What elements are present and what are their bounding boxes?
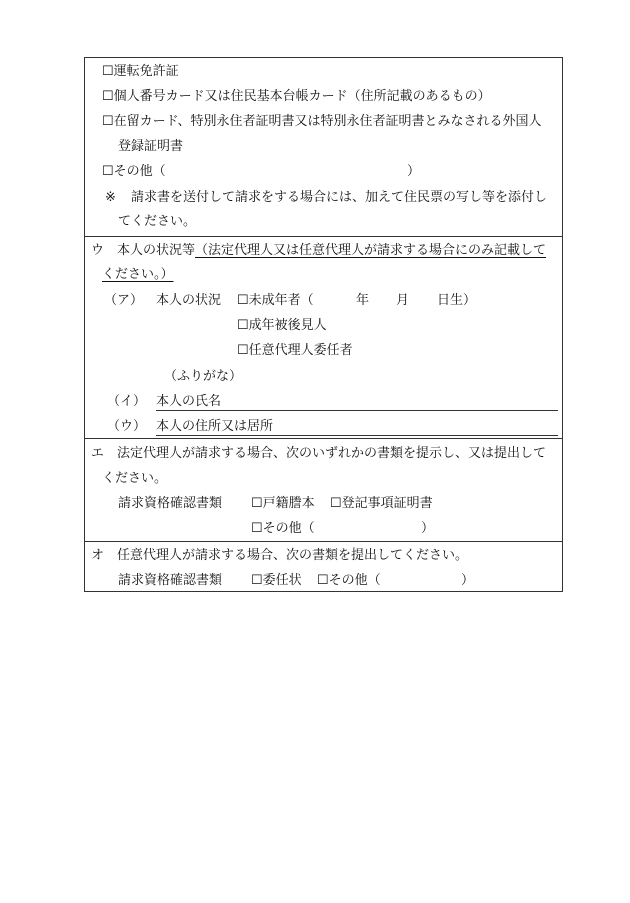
checkbox-adult-ward[interactable]: ☐成年被後見人 — [237, 318, 327, 333]
residence-card-continued: 登録証明書 — [118, 139, 184, 154]
checkbox-mynumber-card[interactable]: ☐個人番号カード又は住民基本台帳カード（住所記載のあるもの） — [102, 89, 491, 104]
birth-year-label: 年 — [356, 293, 370, 308]
section-legal-representative — [85, 438, 562, 542]
section-principal-status — [85, 236, 562, 439]
section-id-documents — [85, 58, 562, 237]
birth-month-label: 月 — [396, 293, 410, 308]
note-text-line1: 請求書を送付して請求をする場合には、加えて住民票の写し等を添付し — [131, 190, 548, 205]
section-o-text: オ 任意代理人が請求する場合、次の書類を提出してください。 — [91, 548, 469, 563]
checkbox-other-document[interactable]: ☐その他（ — [102, 164, 166, 179]
other-document-close: ） — [407, 164, 421, 179]
note-text-line2: てください。 — [118, 214, 197, 229]
item-a-label: （ア） — [104, 293, 144, 308]
checkbox-minor[interactable]: ☐未成年者（ — [237, 293, 314, 308]
section-voluntary-agent — [85, 541, 562, 592]
checkbox-e-other[interactable]: ☐その他（ — [251, 521, 315, 536]
section-o-docs-label: 請求資格確認書類 — [118, 573, 223, 588]
section-e-text-line1: エ 法定代理人が請求する場合、次のいずれかの書類を提示し、又は提出して — [91, 446, 547, 461]
section-u-title: ウ 本人の状況等 — [91, 243, 196, 258]
section-u-condition: （法定代理人又は任意代理人が請求する場合にのみ記載して — [195, 243, 547, 258]
principal-address-label: 本人の住所又は居所 — [156, 419, 274, 434]
checkbox-o-other[interactable]: ☐その他（ — [317, 573, 381, 588]
o-other-close: ） — [461, 573, 475, 588]
item-i-label: （イ） — [107, 394, 147, 409]
checkbox-family-register[interactable]: ☐戸籍謄本 — [251, 496, 315, 511]
section-u-condition-continued: ください。） — [102, 267, 174, 282]
request-form-table — [84, 57, 563, 592]
furigana-label: （ふりがな） — [164, 369, 243, 384]
item-u-label: （ウ） — [107, 419, 147, 434]
note-mark: ※ — [105, 190, 116, 205]
checkbox-power-of-attorney[interactable]: ☐委任状 — [251, 573, 302, 588]
checkbox-drivers-license[interactable]: ☐運転免許証 — [102, 64, 179, 79]
principal-address-field-line[interactable] — [156, 435, 558, 436]
checkbox-voluntary-principal[interactable]: ☐任意代理人委任者 — [237, 343, 353, 358]
section-u-heading — [91, 242, 546, 259]
checkbox-registry-certificate[interactable]: ☐登記事項証明書 — [330, 496, 433, 511]
birth-day-label: 日生） — [437, 293, 477, 308]
principal-status-label: 本人の状況 — [156, 293, 222, 308]
principal-name-label: 本人の氏名 — [156, 394, 222, 409]
principal-name-field-line[interactable] — [156, 410, 558, 411]
checkbox-residence-card[interactable]: ☐在留カード、特別永住者証明書又は特別永住者証明書とみなされる外国人 — [102, 114, 542, 129]
section-e-text-line2: ください。 — [102, 471, 168, 486]
e-other-close: ） — [421, 521, 435, 536]
section-e-docs-label: 請求資格確認書類 — [118, 496, 223, 511]
